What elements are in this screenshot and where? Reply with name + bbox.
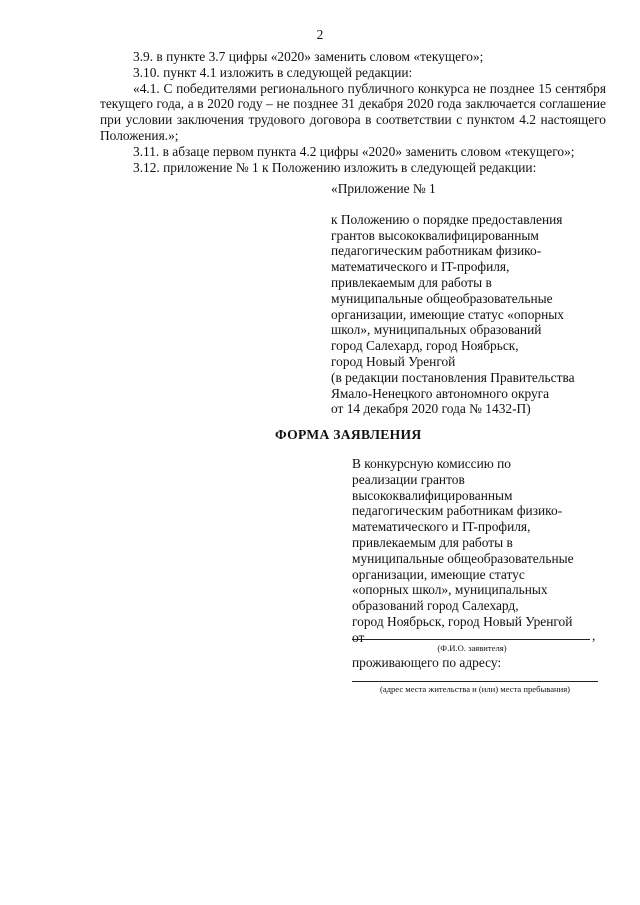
annex-line: город Салехард, город Ноябрьск, bbox=[331, 338, 519, 354]
annex-line: привлекаемым для работы в bbox=[331, 274, 492, 290]
addressee-line: высококвалифицированным bbox=[352, 487, 513, 503]
fio-caption: (Ф.И.О. заявителя) bbox=[437, 643, 507, 653]
annex-title: «Приложение № 1 bbox=[331, 181, 436, 196]
addressee-line: город Ноябрьск, город Новый Уренгой bbox=[352, 613, 573, 629]
annex-line: грантов высококвалифицированным bbox=[331, 227, 539, 243]
address-caption: (адрес места жительства и (или) места пребывания) bbox=[379, 684, 571, 694]
annex-line: город Новый Уренгой bbox=[331, 353, 456, 369]
addressee-line: привлекаемым для работы в bbox=[352, 534, 513, 550]
addressee-line: В конкурсную комиссию по bbox=[352, 456, 511, 471]
addressee-line: организации, имеющие статус bbox=[352, 566, 525, 582]
amendment-3-11: 3.11. в абзаце первом пункта 4.2 цифры «2020» заменить словом «текущего»; bbox=[133, 143, 575, 159]
addressee-line: муниципальные общеобразовательные bbox=[352, 550, 574, 566]
page-number: 2 bbox=[316, 27, 324, 42]
amendment-4-1-text: «4.1. С победителями регионального публичного конкурса не позднее 15 сентября текущего года, а в 2020 году – не позднее 31 декабря 2020 года заключается соглашение при условии заключения трудового договора в соответствии с пунктом 4.2 настоящего Положения.»; bbox=[100, 80, 606, 143]
addressee-line: математического и IT-профиля, bbox=[352, 519, 531, 535]
living-address-label: проживающего по адресу: bbox=[352, 655, 502, 670]
annex-line: муниципальные общеобразовательные bbox=[331, 290, 553, 306]
addressee-from: от bbox=[352, 629, 365, 645]
form-addressee bbox=[352, 456, 622, 646]
amendment-3-9: 3.9. в пункте 3.7 цифры «2020» заменить словом «текущего»; bbox=[133, 49, 484, 64]
annex-line: школ», муниципальных образований bbox=[331, 322, 542, 338]
addressee-line: педагогическим работникам физико- bbox=[352, 503, 563, 519]
form-title: ФОРМА ЗАЯВЛЕНИЯ bbox=[275, 427, 422, 442]
amendments-block bbox=[100, 49, 606, 175]
addressee-line: реализации грантов bbox=[352, 471, 465, 487]
addressee-line: образований город Салехард, bbox=[352, 598, 519, 614]
annex-line: математического и IT-профиля, bbox=[331, 259, 510, 275]
addressee-line: «опорных школ», муниципальных bbox=[352, 582, 548, 598]
annex-line: (в редакции постановления Правительства bbox=[331, 369, 575, 385]
annex-header bbox=[331, 181, 621, 417]
annex-line: педагогическим работникам физико- bbox=[331, 243, 542, 259]
applicant-name-field[interactable] bbox=[352, 639, 590, 640]
amendment-3-10: 3.10. пункт 4.1 изложить в следующей редакции: bbox=[133, 64, 413, 80]
address-field[interactable] bbox=[352, 681, 598, 682]
annex-line: к Положению о порядке предоставления bbox=[331, 211, 563, 227]
amendment-3-12: 3.12. приложение № 1 к Положению изложить в следующей редакции: bbox=[133, 159, 537, 175]
annex-line: от 14 декабря 2020 года № 1432-П) bbox=[331, 401, 531, 417]
fio-comma: , bbox=[592, 628, 596, 643]
annex-line: организации, имеющие статус «опорных bbox=[331, 306, 564, 322]
annex-line: Ямало-Ненецкого автономного округа bbox=[331, 385, 550, 401]
